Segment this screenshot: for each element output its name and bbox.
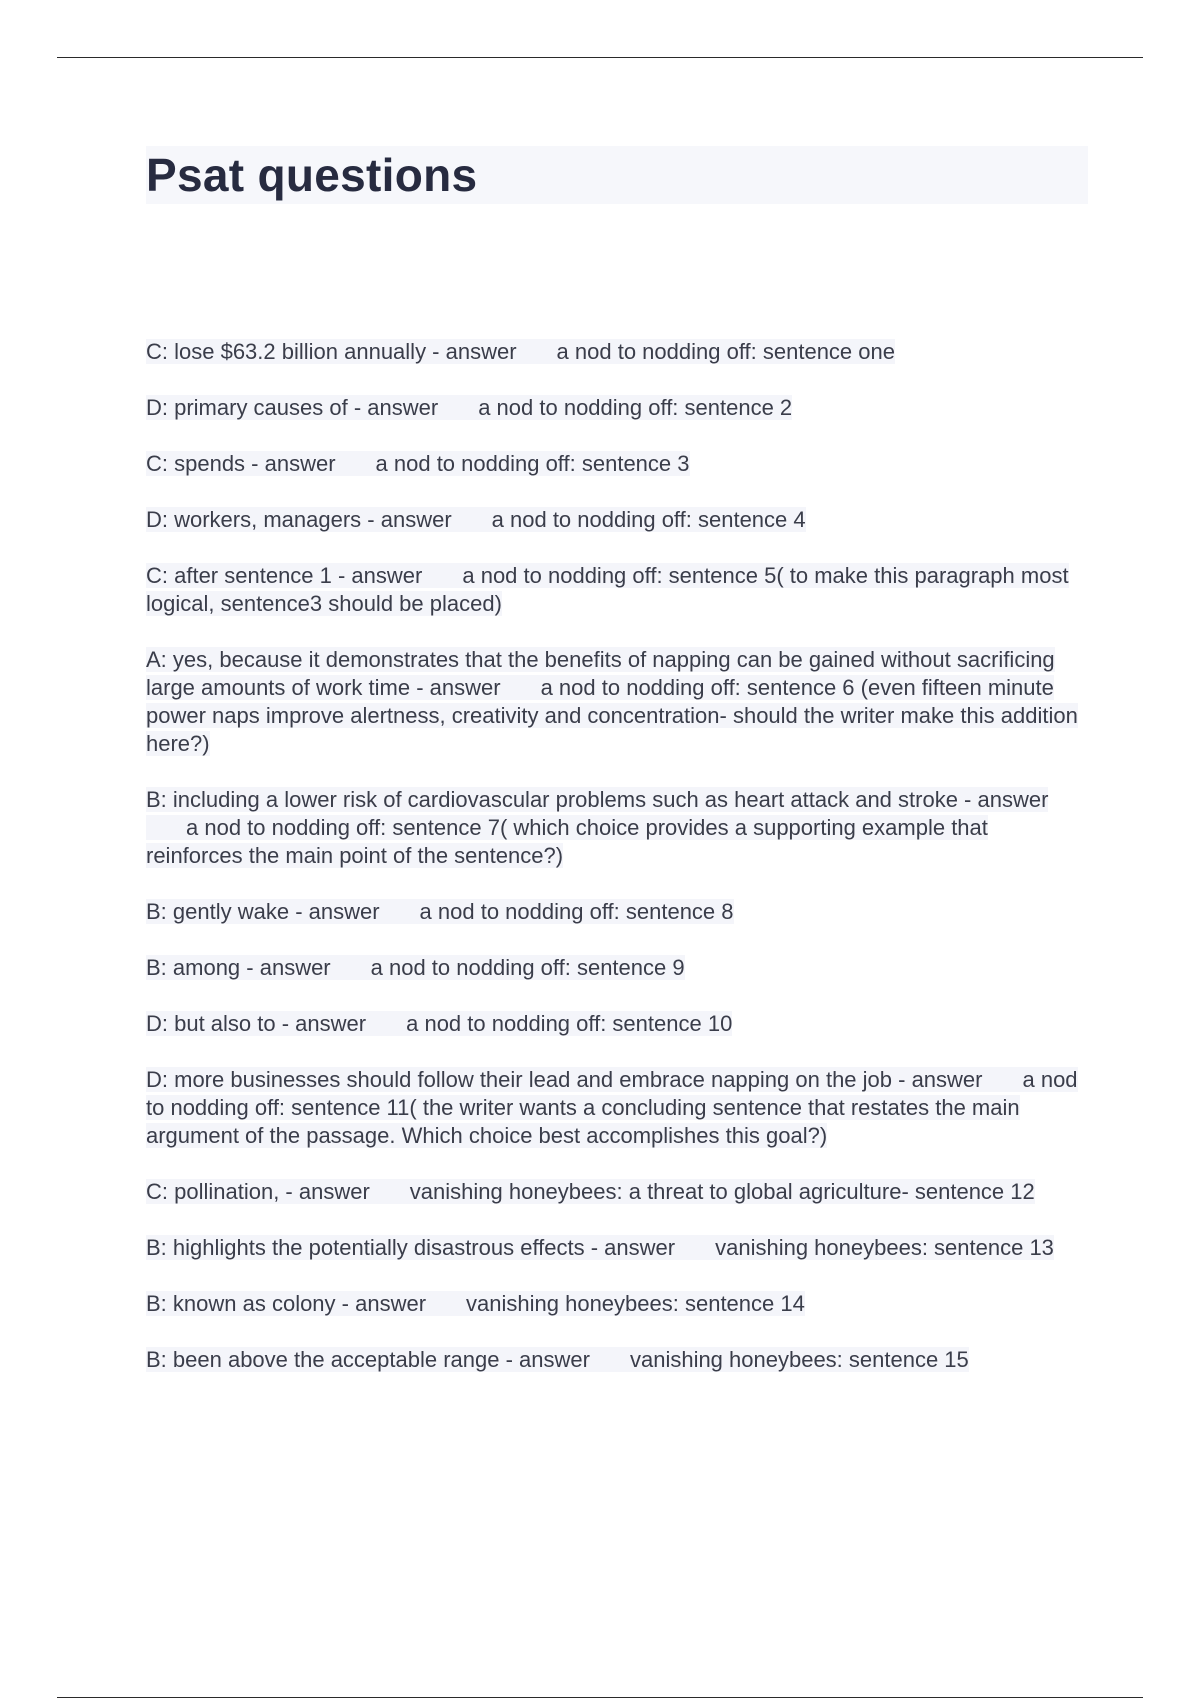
qa-question: a nod to nodding off: sentence 4 (491, 507, 806, 532)
qa-answer: B: including a lower risk of cardiovascular problems such as heart attack and stroke - answer (146, 787, 1049, 812)
qa-item (146, 506, 1088, 534)
qa-item (146, 1066, 1088, 1150)
qa-question: a nod to nodding off: sentence 8 (419, 899, 734, 924)
qa-question: a nod to nodding off: sentence 7( which choice provides a supporting example that reinforces the main point of the sentence?) (146, 815, 988, 868)
qa-item (146, 562, 1088, 618)
qa-question: a nod to nodding off: sentence one (556, 339, 895, 364)
page-title: Psat questions (146, 149, 478, 201)
qa-question: vanishing honeybees: sentence 13 (715, 1235, 1054, 1260)
qa-answer: B: been above the acceptable range - answer (146, 1347, 590, 1372)
qa-question: vanishing honeybees: a threat to global agriculture- sentence 12 (409, 1179, 1035, 1204)
qa-list (146, 338, 1088, 1402)
qa-item (146, 338, 1088, 366)
qa-item (146, 898, 1088, 926)
qa-question: vanishing honeybees: sentence 15 (629, 1347, 969, 1372)
qa-question: a nod to nodding off: sentence 3 (375, 451, 690, 476)
qa-question: vanishing honeybees: sentence 14 (466, 1291, 805, 1316)
qa-answer: D: but also to - answer (146, 1011, 367, 1036)
qa-answer: D: more businesses should follow their lead and embrace napping on the job - answer (146, 1067, 983, 1092)
top-rule (57, 57, 1143, 58)
qa-answer: C: after sentence 1 - answer (146, 563, 423, 588)
qa-question: a nod to nodding off: sentence 6 (even fifteen minute power naps improve alertness, creativity and concentration- should the writer make this addition here?) (146, 675, 1078, 756)
qa-item (146, 1346, 1088, 1374)
qa-item (146, 450, 1088, 478)
bottom-rule (57, 1697, 1143, 1698)
qa-item (146, 646, 1088, 758)
qa-question: a nod to nodding off: sentence 2 (478, 395, 793, 420)
qa-item (146, 954, 1088, 982)
qa-question: a nod to nodding off: sentence 11( the writer wants a concluding sentence that restates the main argument of the passage. Which choice best accomplishes this goal?) (146, 1067, 1078, 1148)
qa-answer: C: lose $63.2 billion annually - answer (146, 339, 517, 364)
qa-question: a nod to nodding off: sentence 10 (406, 1011, 733, 1036)
qa-question: a nod to nodding off: sentence 5( to make this paragraph most logical, sentence3 should be placed) (146, 563, 1069, 616)
qa-answer: A: yes, because it demonstrates that the benefits of napping can be gained without sacrificing large amounts of work time - answer (146, 647, 1055, 700)
qa-item (146, 394, 1088, 422)
document-page (146, 146, 1088, 1372)
qa-item (146, 786, 1088, 870)
qa-item (146, 1178, 1088, 1206)
qa-answer: C: spends - answer (146, 451, 336, 476)
qa-item (146, 1290, 1088, 1318)
qa-question: a nod to nodding off: sentence 9 (370, 955, 685, 980)
qa-answer: B: highlights the potentially disastrous effects - answer (146, 1235, 676, 1260)
qa-answer: B: among - answer (146, 955, 331, 980)
qa-answer: B: known as colony - answer (146, 1291, 427, 1316)
qa-answer: B: gently wake - answer (146, 899, 380, 924)
qa-answer: D: workers, managers - answer (146, 507, 452, 532)
qa-item (146, 1234, 1088, 1262)
title-bar (146, 146, 1088, 204)
qa-answer: C: pollination, - answer (146, 1179, 370, 1204)
qa-item (146, 1010, 1088, 1038)
qa-answer: D: primary causes of - answer (146, 395, 439, 420)
